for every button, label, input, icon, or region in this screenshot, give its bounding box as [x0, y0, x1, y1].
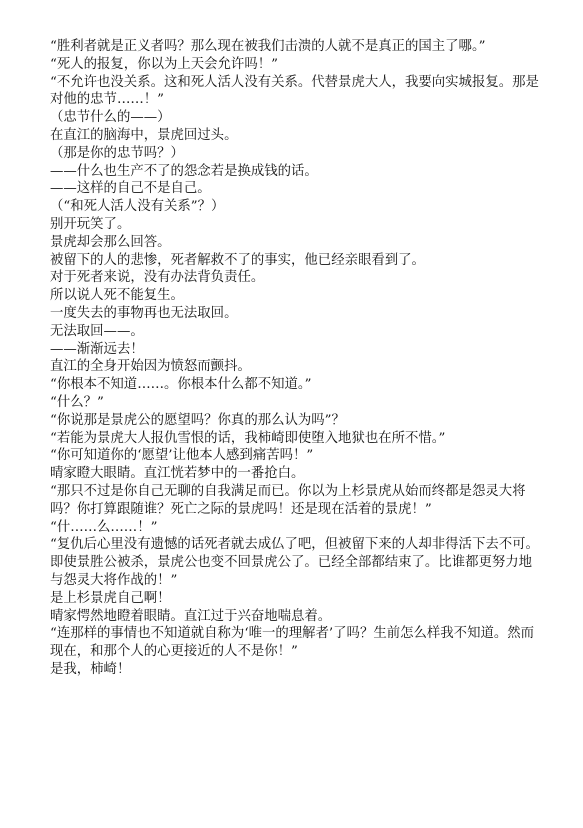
paragraph: ——这样的自己不是自己。: [50, 181, 211, 197]
paragraph: 无法取回——。: [50, 323, 144, 339]
paragraph: 是我，柿崎！: [50, 661, 131, 677]
paragraph: 所以说人死不能复生。: [50, 288, 184, 304]
paragraph: 对于死者来说，没有办法背负责任。: [50, 270, 265, 286]
paragraph: “死人的报复，你以为上天会允许吗！”: [50, 56, 278, 72]
paragraph: “那只不过是你自己无聊的自我满足而已。你以为上杉景虎从始而终都是怨灵大将吗？你打算跟随谁？死亡之际的景虎吗！还是现在活着的景虎！”: [50, 483, 526, 517]
paragraph: （“和死人活人没有关系”？）: [50, 199, 225, 215]
paragraph: 在直江的脑海中，景虎回过头。: [50, 127, 238, 143]
paragraph: 晴家愕然地瞪着眼睛。直江过于兴奋地喘息着。: [50, 608, 332, 624]
paragraph: “不允许也没关系。这和死人活人没有关系。代替景虎大人，我要向实城报复。那是对他的忠节……！”: [50, 74, 539, 108]
paragraph: 景虎却会那么回答。: [50, 234, 171, 250]
paragraph: 是上杉景虎自己啊！: [50, 590, 171, 606]
paragraph: “什……么……！”: [50, 519, 158, 535]
paragraph: （忠节什么的——）: [50, 110, 171, 126]
paragraph: “连那样的事情也不知道就自称为‘唯一的理解者’了吗？生前怎么样我不知道。然而现在，和那个人的心更接近的人不是你！”: [50, 626, 535, 660]
document-page: [50, 38, 540, 679]
paragraph: 直江的全身开始因为愤怒而颤抖。: [50, 359, 251, 375]
paragraph: 别开玩笑了。: [50, 216, 131, 232]
paragraph: “你说那是景虎公的愿望吗？你真的那么认为吗”？: [50, 412, 345, 428]
paragraph: “什么？”: [50, 394, 104, 410]
paragraph: “胜利者就是正义者吗？那么现在被我们击溃的人就不是真正的国主了哪。”: [50, 39, 486, 54]
paragraph: “复仇后心里没有遗憾的话死者就去成仏了吧，但被留下来的人却非得活下去不可。即使景胜公被杀，景虎公也变不回景虎公了。已经全部都结束了。比谁都更努力地与怨灵大将作战的！”: [50, 537, 539, 588]
paragraph: （那是你的忠节吗？）: [50, 145, 184, 161]
paragraph: 被留下的人的悲惨，死者解救不了的事实，他已经亲眼看到了。: [50, 252, 425, 268]
paragraph: ——渐渐远去！: [50, 341, 144, 357]
paragraph: ——什么也生产不了的怨念若是换成钱的话。: [50, 163, 318, 179]
paragraph: “你根本不知道……。你根本什么都不知道。”: [50, 377, 312, 393]
paragraph: 晴家瞪大眼睛。直江恍若梦中的一番抢白。: [50, 466, 305, 482]
paragraph: 一度失去的事物再也无法取回。: [50, 305, 238, 321]
paragraph: “你可知道你的‘愿望’让他本人感到痛苦吗！”: [50, 448, 314, 464]
paragraph: “若能为景虎大人报仇雪恨的话，我柿崎即使堕入地狱也在所不惜。”: [50, 430, 446, 446]
